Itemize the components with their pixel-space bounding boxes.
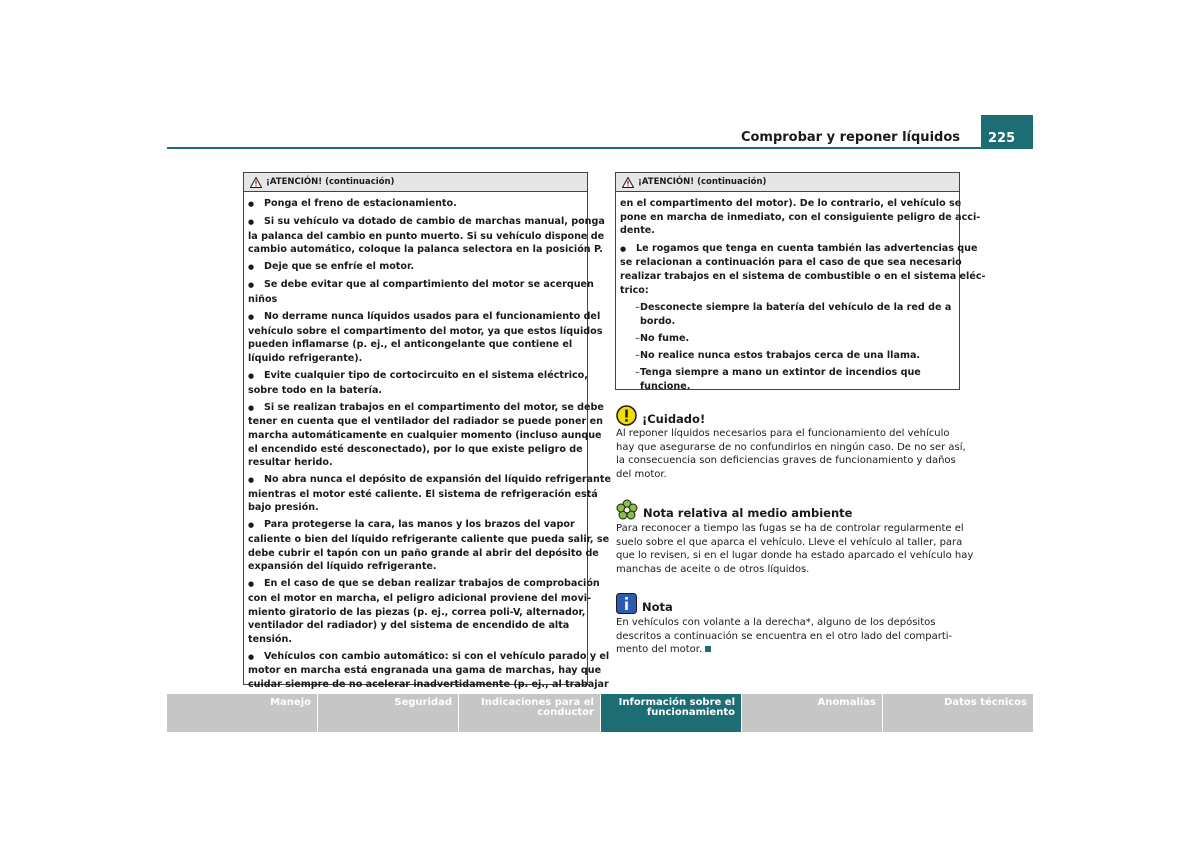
bullet-icon: ● xyxy=(248,652,255,661)
text-line-content: Para reconocer a tiempo las fugas se ha de controlar regularmente el xyxy=(616,523,964,534)
text-line-content: En vehículos con volante a la derecha*, alguno de los depósitos xyxy=(616,617,936,628)
text-line xyxy=(616,563,961,577)
warning-item-line xyxy=(248,369,588,384)
dash-marker: – xyxy=(635,349,640,361)
warning-item-line: pone en marcha de inmediato, con el consiguiente peligro de acci- xyxy=(620,211,981,223)
warning-sub-item-line: Tenga siempre a mano un extintor de incendios que xyxy=(640,367,921,379)
text-line xyxy=(616,427,961,441)
warning-sub-item-line: No fume. xyxy=(640,332,690,344)
warning-item xyxy=(248,401,604,470)
text-line xyxy=(616,441,966,455)
warning-sub-item xyxy=(620,366,954,393)
warning-sub-item xyxy=(620,332,954,346)
bullet-icon: ● xyxy=(248,372,255,381)
bullet-icon: ● xyxy=(248,580,255,589)
warning-item-line: miento giratorio de las piezas (p. ej., correa poli-V, alternador, xyxy=(248,606,586,618)
bullet-icon: ● xyxy=(248,313,255,322)
warning-item-text: Si su vehículo va dotado de cambio de marchas manual, ponga xyxy=(264,216,605,228)
bullet-icon: ● xyxy=(248,281,255,290)
warning-item-line: tensión. xyxy=(248,633,292,645)
warning-item-line: debe cubrir el tapón con un paño grande al abrir del depósito de xyxy=(248,547,599,559)
environment-title: Nota relativa al medio ambiente xyxy=(643,506,853,520)
text-line-content: que lo revisen, si en el lugar donde ha estado aparcado el vehículo hay xyxy=(616,550,974,562)
warning-item-line: el encendido esté desconectado), por lo que existe peligro de xyxy=(248,443,583,455)
warning-item-line xyxy=(248,473,611,488)
warning-item-line: realizar trabajos en el sistema de combustible o en el sistema eléc- xyxy=(620,270,986,282)
text-line xyxy=(616,549,974,563)
text-line xyxy=(616,630,961,644)
warning-item-line: con el motor en marcha, el peligro adicional proviene del movi- xyxy=(248,592,592,604)
warning-item xyxy=(248,369,588,397)
warning-item xyxy=(248,577,600,646)
page-number: 225 xyxy=(981,115,1033,149)
warning-item-text: Deje que se enfríe el motor. xyxy=(264,261,414,273)
dash-marker: – xyxy=(635,332,640,344)
warning-item-line: bajo presión. xyxy=(248,502,319,514)
text-line xyxy=(616,522,964,536)
text-line-content: descritos a continuación se encuentra en el otro lado del comparti- xyxy=(616,630,953,642)
note-section xyxy=(616,592,961,657)
warning-item-line: caliente o bien del líquido refrigerante caliente que pueda salir, se xyxy=(248,534,610,546)
warning-heading xyxy=(616,173,959,192)
warning-sub-item-line: Desconecte siempre la batería del vehículo de la red de a xyxy=(640,302,952,314)
warning-heading-text: ¡ATENCIÓN! (continuación) xyxy=(266,177,395,187)
environment-flower-icon xyxy=(616,499,638,520)
text-line xyxy=(616,468,961,482)
warning-heading xyxy=(244,173,587,192)
warning-item-text: No abra nunca el depósito de expansión del líquido refrigerante xyxy=(264,474,611,486)
warning-item-line: marcha automáticamente en cualquier momento (incluso aunque xyxy=(248,429,602,441)
warning-item-line: dente. xyxy=(620,225,655,237)
warning-box-left xyxy=(243,172,611,690)
warning-intro xyxy=(620,197,981,238)
warning-item-text: Le rogamos que tenga en cuenta también las advertencias que xyxy=(636,242,978,254)
warning-item-text: Vehículos con cambio automático: si con el vehículo parado y el xyxy=(264,650,610,662)
warning-box-right xyxy=(615,172,986,392)
warning-item-text: Evite cualquier tipo de cortocircuito en el sistema eléctrico, xyxy=(264,370,588,382)
text-line xyxy=(616,643,961,657)
warning-item-line xyxy=(248,260,582,275)
text-line-content: mento del motor. xyxy=(616,644,703,656)
warning-item-line xyxy=(248,650,610,665)
note-text xyxy=(616,616,961,657)
warning-item-line: vehículo sobre el compartimento del motor, ya que estos líquidos xyxy=(248,325,603,337)
warning-item-line: líquido refrigerante). xyxy=(248,352,363,364)
warning-item-text: Para protegerse la cara, las manos y los brazos del vapor xyxy=(264,519,575,531)
text-line-content: del motor. xyxy=(616,468,667,480)
dash-marker: – xyxy=(635,367,640,379)
warning-triangle-icon xyxy=(250,177,262,188)
warning-item-line xyxy=(248,310,601,325)
warning-sub-item-line: funcione. xyxy=(640,380,691,392)
dash-marker: – xyxy=(635,302,640,314)
chapter-tab-bar xyxy=(167,694,1033,732)
bullet-icon: ● xyxy=(248,218,255,227)
tab-información[interactable]: Información sobre el funcionamiento xyxy=(601,694,741,732)
warning-item-line: cuidar siempre de no acelerar inadvertidamente (p. ej., al trabajar xyxy=(248,679,609,690)
tab-indicaciones[interactable]: Indicaciones para el conductor xyxy=(459,694,600,732)
warning-item-line: trico: xyxy=(620,284,649,296)
warning-item-line: pueden inflamarse (p. ej., el anticongelante que contiene el xyxy=(248,339,573,351)
warning-sub-list xyxy=(620,301,954,393)
warning-sub-item-line: bordo. xyxy=(640,315,676,327)
bullet-icon: ● xyxy=(248,476,255,485)
warning-item-line: se relacionan a continuación para el caso de que sea necesario xyxy=(620,257,962,269)
warning-sub-item xyxy=(620,301,954,328)
text-line xyxy=(616,454,961,468)
warning-item-line xyxy=(248,215,605,230)
warning-item xyxy=(620,242,986,297)
bullet-icon: ● xyxy=(248,263,255,272)
warning-list xyxy=(244,192,611,692)
warning-triangle-icon xyxy=(622,177,634,188)
warning-item-line xyxy=(248,518,582,533)
warning-item xyxy=(248,215,605,257)
caution-title-row xyxy=(616,404,961,426)
warning-item-line: tener en cuenta que el ventilador del radiador se puede poner en xyxy=(248,416,603,428)
warning-list xyxy=(616,192,986,393)
warning-item-line xyxy=(248,577,600,592)
warning-item-line xyxy=(248,401,604,416)
warning-item xyxy=(248,197,582,212)
environment-section xyxy=(616,498,974,576)
bullet-icon: ● xyxy=(620,244,627,253)
bullet-icon: ● xyxy=(248,521,255,530)
warning-sub-item xyxy=(620,349,954,363)
warning-item-line: en el compartimento del motor). De lo contrario, el vehículo se xyxy=(620,198,962,209)
warning-item-line xyxy=(248,278,594,293)
warning-item-text: Si se realizan trabajos en el compartimento del motor, se debe xyxy=(264,401,604,413)
warning-item xyxy=(248,278,594,306)
warning-item xyxy=(248,310,603,365)
environment-text xyxy=(616,522,974,576)
warning-item xyxy=(248,473,611,515)
caution-section xyxy=(616,404,966,481)
warning-item xyxy=(248,650,610,692)
text-line-content: manchas de aceite o de otros líquidos. xyxy=(616,563,810,575)
environment-title-row xyxy=(616,498,961,520)
text-line xyxy=(616,536,961,550)
warning-item-text: No derrame nunca líquidos usados para el funcionamiento del xyxy=(264,311,601,323)
bullet-icon: ● xyxy=(248,200,255,208)
tab-manejo[interactable]: Manejo xyxy=(167,694,317,732)
warning-item-line: niños xyxy=(248,294,278,306)
end-of-section-icon xyxy=(705,646,711,652)
note-title-row xyxy=(616,592,961,614)
text-line-content: hay que asegurarse de no confundirlos en ningún caso. De no ser así, xyxy=(616,441,966,453)
warning-item xyxy=(248,518,610,573)
caution-title: ¡Cuidado! xyxy=(642,412,706,426)
text-line-content: la consecuencia son deficiencias graves de funcionamiento y daños xyxy=(616,455,956,467)
warning-sub-item-line: No realice nunca estos trabajos cerca de una llama. xyxy=(640,349,921,361)
caution-exclamation-icon xyxy=(616,405,637,426)
tab-anomalías[interactable]: Anomalías xyxy=(742,694,882,732)
tab-seguridad[interactable]: Seguridad xyxy=(318,694,458,732)
warning-item xyxy=(248,260,582,275)
warning-item-line: resultar herido. xyxy=(248,457,333,469)
header-rule xyxy=(167,147,1033,149)
note-title: Nota xyxy=(642,600,673,614)
caution-text xyxy=(616,427,966,481)
warning-item-line: expansión del líquido refrigerante. xyxy=(248,561,437,573)
warning-item-text: Se debe evitar que al compartimiento del motor se acerquen xyxy=(264,279,594,291)
warning-item-line: sobre todo en la batería. xyxy=(248,384,383,396)
text-line xyxy=(616,616,961,630)
warning-item-line: mientras el motor esté caliente. El sistema de refrigeración está xyxy=(248,488,598,500)
tab-datos[interactable]: Datos técnicos xyxy=(883,694,1033,732)
text-line-content: suelo sobre el que aparca el vehículo. Lleve el vehículo al taller, para xyxy=(616,536,963,548)
bullet-icon: ● xyxy=(248,403,255,412)
warning-item-line: la palanca del cambio en punto muerto. Si su vehículo dispone de xyxy=(248,230,605,242)
warning-item-text: Ponga el freno de estacionamiento. xyxy=(264,198,457,209)
text-line-content: Al reponer líquidos necesarios para el funcionamiento del vehículo xyxy=(616,428,950,439)
warning-heading-text: ¡ATENCIÓN! (continuación) xyxy=(638,177,767,187)
info-icon xyxy=(616,593,637,614)
warning-item-text: En el caso de que se deban realizar trabajos de comprobación xyxy=(264,578,600,590)
warning-item-line: motor en marcha está engranada una gama de marchas, hay que xyxy=(248,665,602,677)
section-title: Comprobar y reponer líquidos xyxy=(740,130,960,145)
warning-item-line xyxy=(620,242,978,257)
warning-item-line: ventilador del radiador) y del sistema de encendido de alta xyxy=(248,620,570,632)
warning-item-line: cambio automático, coloque la palanca selectora en la posición P. xyxy=(248,244,603,256)
warning-item-line xyxy=(248,197,582,212)
